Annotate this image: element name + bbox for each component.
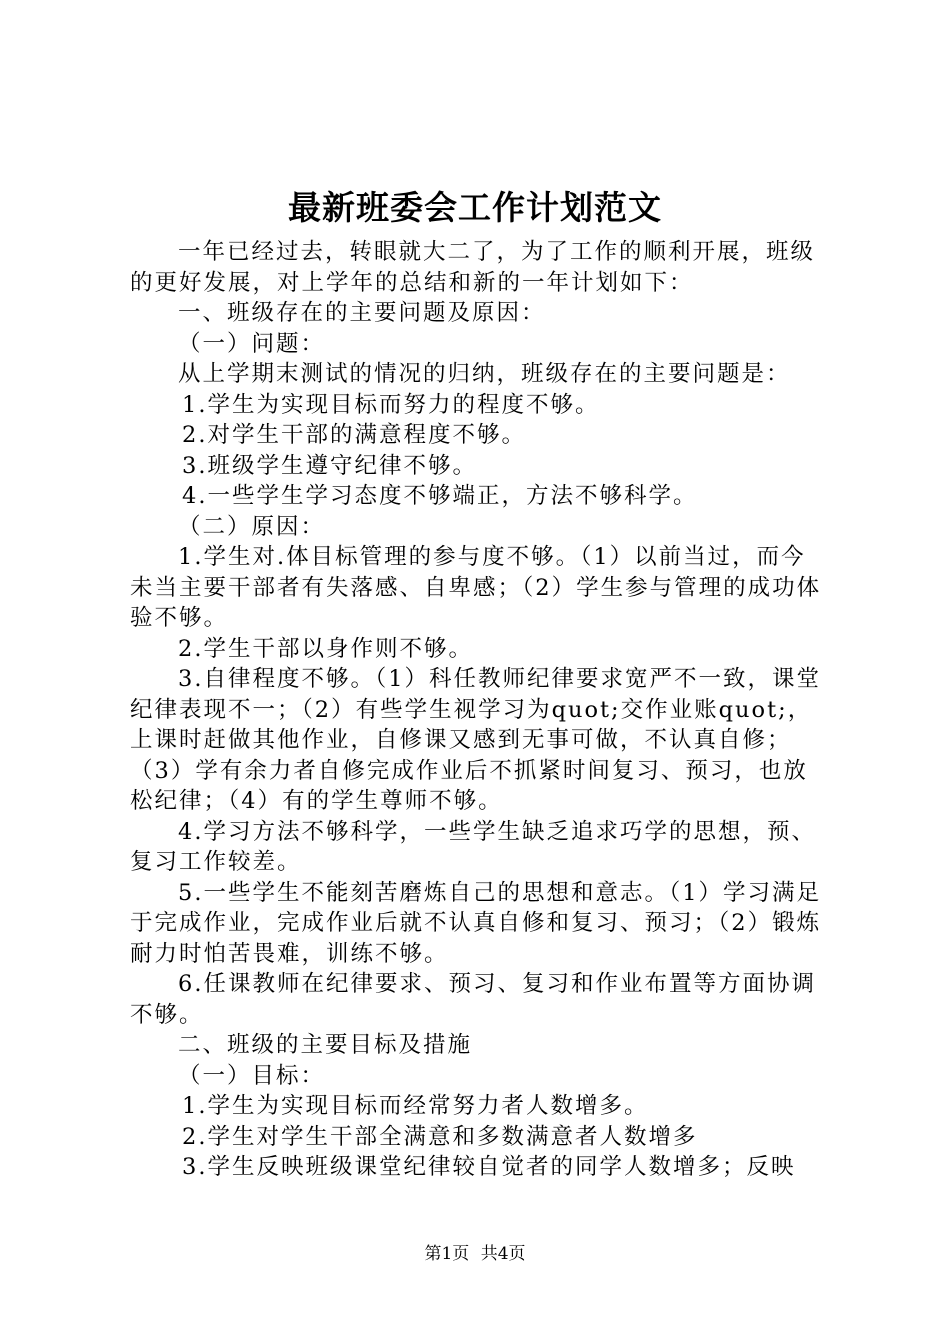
subsection-heading-goals: （一）目标： xyxy=(178,1062,326,1089)
section-heading-1: 一、班级存在的主要问题及原因： xyxy=(178,300,546,326)
list-item-problem-2: 2.对学生干部的满意程度不够。 xyxy=(182,422,526,448)
list-item-cause-4: 4.学习方法不够科学，一些学生缺乏追求巧学的思想，预、复习工作较差。 xyxy=(130,818,816,875)
document-title: 最新班委会工作计划范文 xyxy=(288,188,662,227)
subsection-heading-causes: （二）原因： xyxy=(178,513,326,540)
subsection-heading-problems: （一）问题： xyxy=(178,330,326,357)
list-item-cause-3: 3.自律程度不够。（1）科任教师纪律要求宽严不一致，课堂纪律表现不一；（2）有些学生视学习为quot;交作业账quot;，上课时赶做其他作业，自修课又感到无事可做，不认真自修；（3）学有余力者自修完成作业后不抓紧时间复习、预习，也放松纪律；（4）有的学生尊师不够。 xyxy=(130,666,822,814)
list-item-problem-1: 1.学生为实现目标而努力的程度不够。 xyxy=(182,391,600,418)
paragraph-intro: 一年已经过去，转眼就大二了，为了工作的顺利开展，班级的更好发展，对上学年的总结和新的一年计划如下： xyxy=(130,239,816,296)
document-body xyxy=(130,237,830,1183)
list-item-cause-1: 1.学生对.体目标管理的参与度不够。（1）以前当过，而今未当主要干部者有失落感、自卑感；（2）学生参与管理的成功体验不够。 xyxy=(130,544,822,631)
list-item-cause-2: 2.学生干部以身作则不够。 xyxy=(178,635,473,662)
list-item-problem-4: 4.一些学生学习态度不够端正，方法不够科学。 xyxy=(182,483,698,509)
section-heading-2: 二、班级的主要目标及措施 xyxy=(178,1032,473,1058)
list-item-cause-6: 6.任课教师在纪律要求、预习、复习和作业布置等方面协调不够。 xyxy=(130,971,816,1028)
page-total: 共4页 xyxy=(480,1244,526,1264)
page-number: 第1页 xyxy=(424,1244,470,1264)
list-item-problem-3: 3.班级学生遵守纪律不够。 xyxy=(182,452,477,479)
page-footer xyxy=(0,1243,950,1265)
list-item-goal-3: 3.学生反映班级课堂纪律较自觉者的同学人数增多；反映 xyxy=(182,1154,796,1180)
list-item-goal-1: 1.学生为实现目标而经常努力者人数增多。 xyxy=(182,1093,649,1119)
paragraph-problems-lead: 从上学期末测试的情况的归纳，班级存在的主要问题是： xyxy=(178,361,791,387)
list-item-goal-2: 2.学生对学生干部全满意和多数满意者人数增多 xyxy=(182,1123,698,1150)
list-item-cause-5: 5.一些学生不能刻苦磨炼自己的思想和意志。（1）学习满足于完成作业，完成作业后就不认真自修和复习、预习；（2）锻炼耐力时怕苦畏难，训练不够。 xyxy=(130,879,822,967)
